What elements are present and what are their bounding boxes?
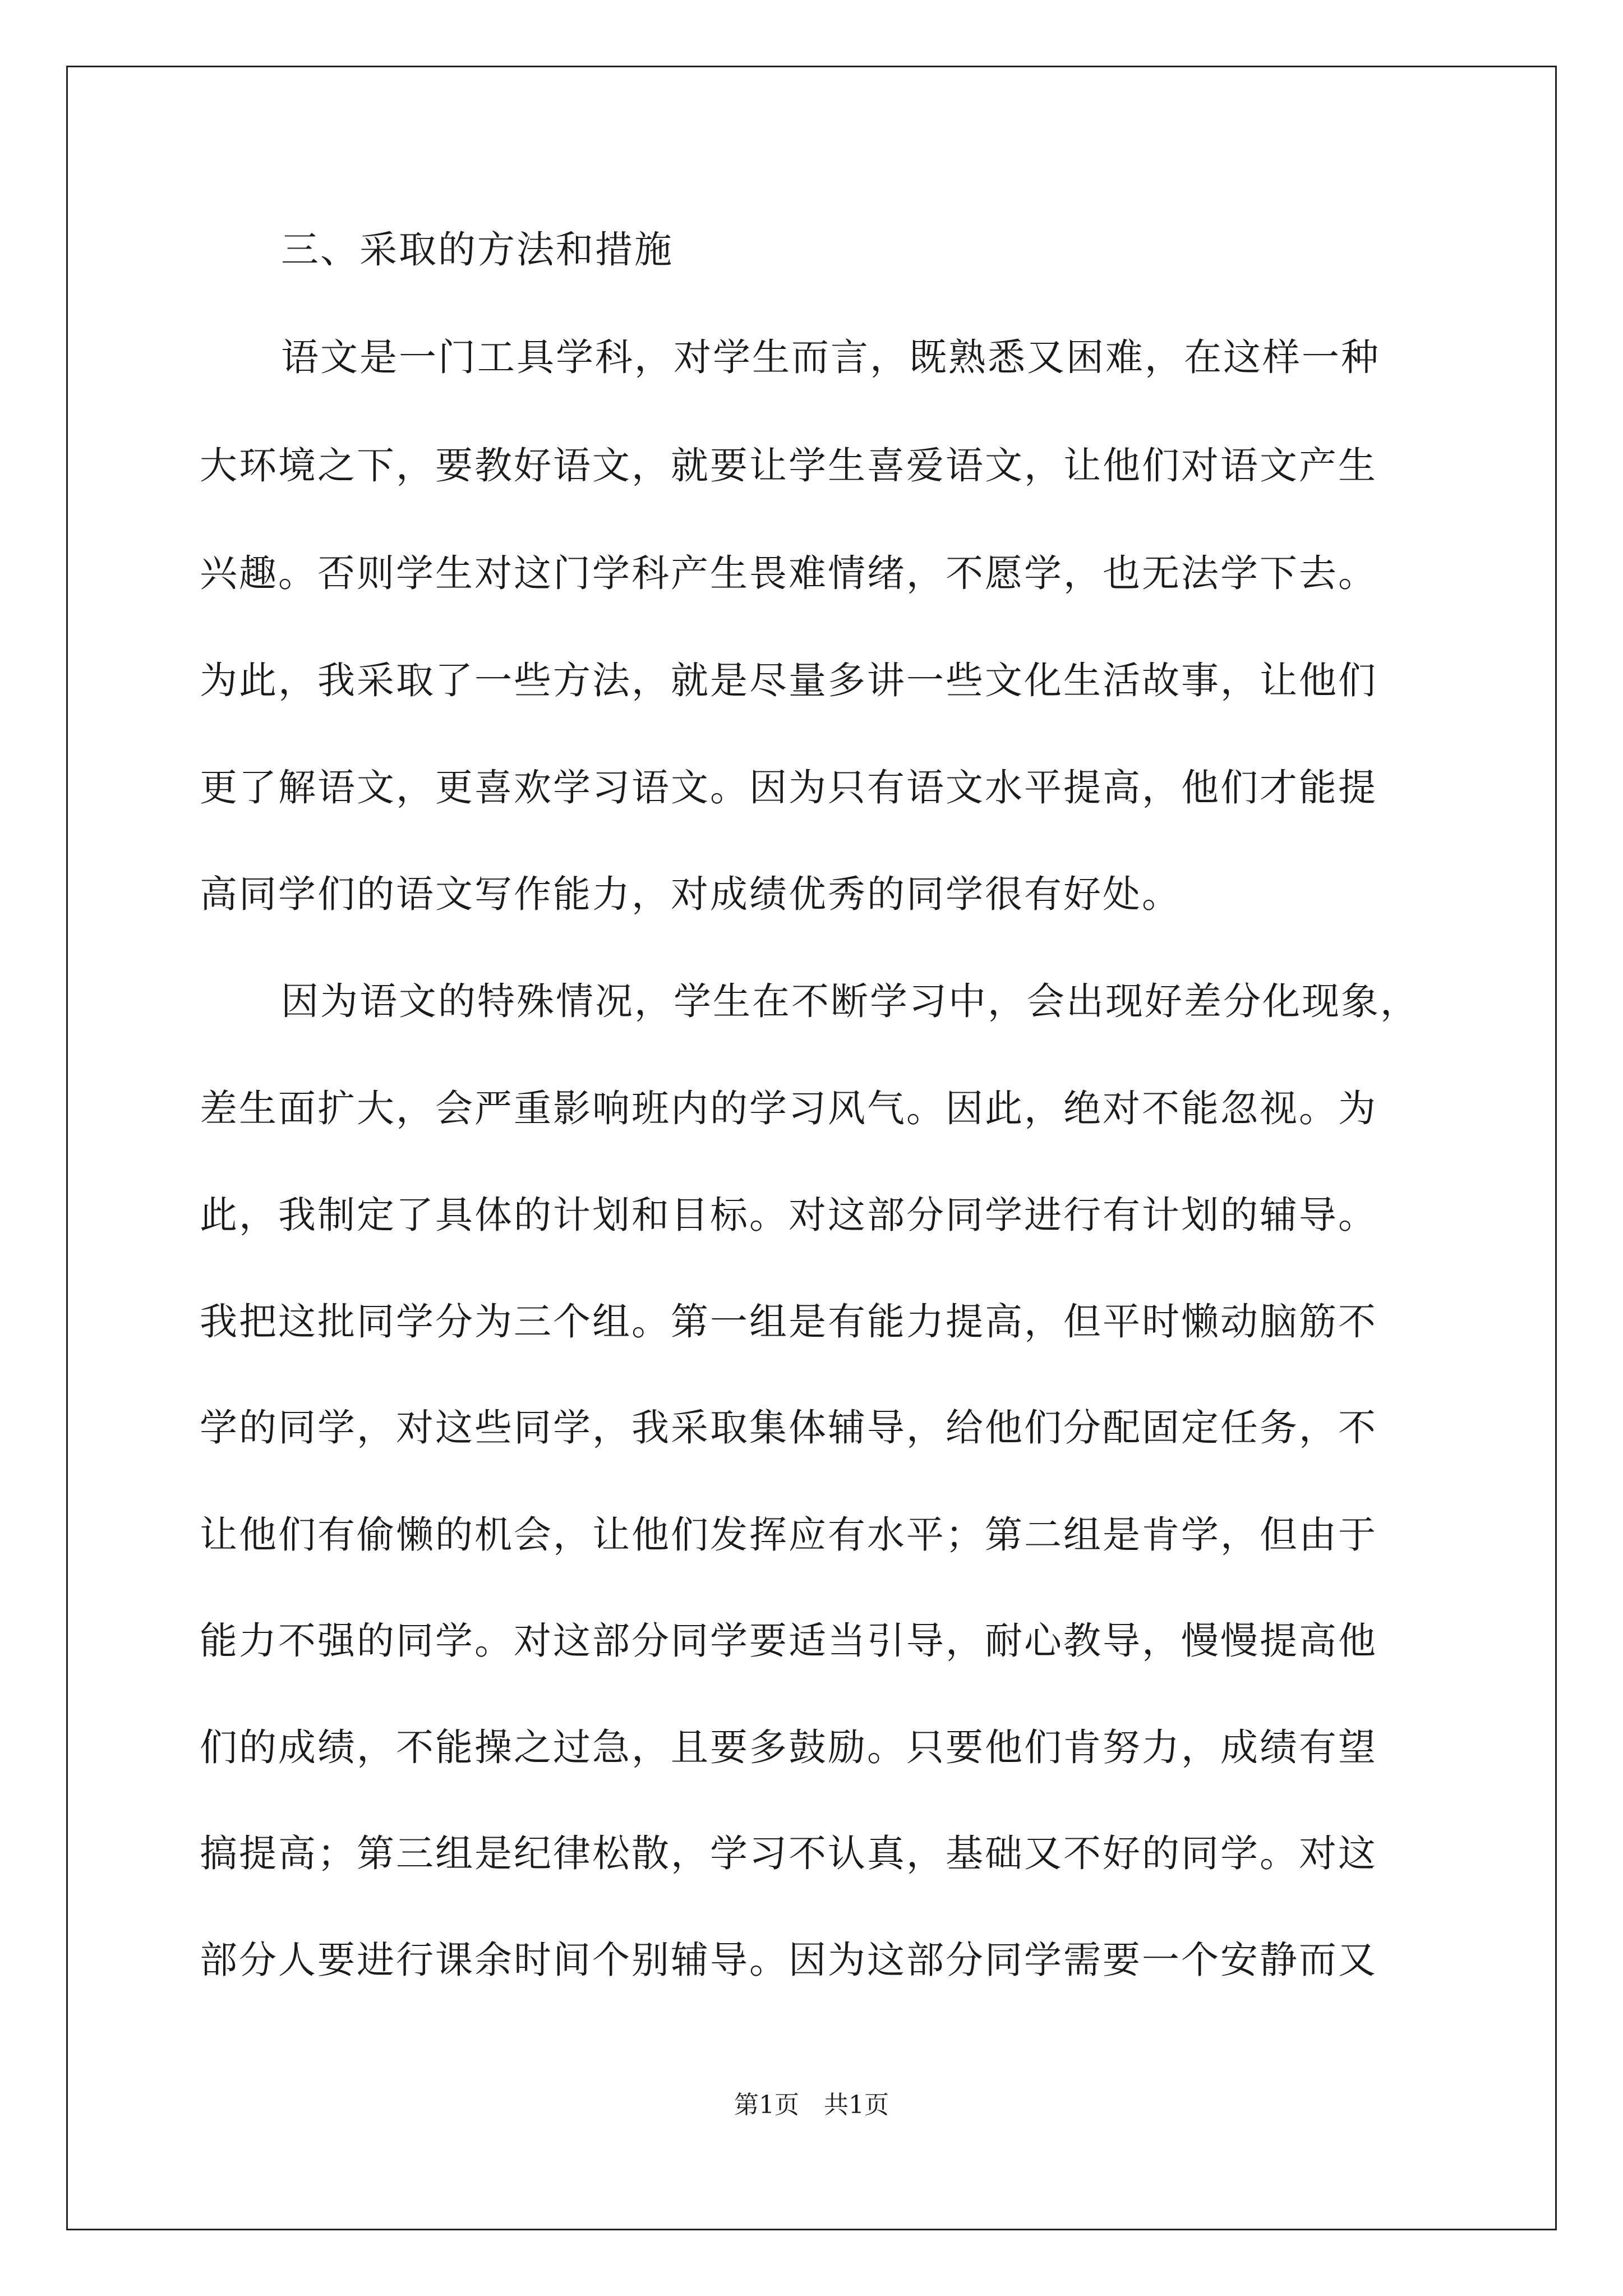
paragraph-line: 更了解语文，更喜欢学习语文。因为只有语文水平提高，他们才能提 xyxy=(200,766,1377,809)
paragraph-line: 差生面扩大，会严重影响班内的学习风气。因此，绝对不能忽视。为 xyxy=(200,1087,1377,1130)
page-number-footer: 第1页 共1页 xyxy=(734,2091,889,2119)
section-heading: 三、采取的方法和措施 xyxy=(281,228,674,272)
paragraph-line: 此，我制定了具体的计划和目标。对这部分同学进行有计划的辅导。 xyxy=(200,1193,1377,1237)
paragraph-line: 我把这批同学分为三个组。第一组是有能力提高，但平时懒动脑筋不 xyxy=(200,1300,1377,1343)
page-border xyxy=(66,66,1557,2230)
paragraph-line: 让他们有偷懒的机会，让他们发挥应有水平；第二组是肯学，但由于 xyxy=(200,1513,1377,1557)
paragraph-line: 们的成绩，不能操之过急，且要多鼓励。只要他们肯努力，成绩有望 xyxy=(200,1726,1377,1769)
paragraph-line: 学的同学，对这些同学，我采取集体辅导，给他们分配固定任务，不 xyxy=(200,1406,1377,1450)
paragraph-line: 因为语文的特殊情况，学生在不断学习中，会出现好差分化现象， xyxy=(281,979,1419,1023)
paragraph-line: 部分人要进行课余时间个别辅导。因为这部分同学需要一个安静而又 xyxy=(200,1938,1377,1982)
paragraph-line: 大环境之下，要教好语文，就要让学生喜爱语文，让他们对语文产生 xyxy=(200,444,1377,487)
paragraph-line: 搞提高；第三组是纪律松散，学习不认真，基础又不好的同学。对这 xyxy=(200,1832,1377,1875)
paragraph-line: 为此，我采取了一些方法，就是尽量多讲一些文化生活故事，让他们 xyxy=(200,659,1377,702)
paragraph-line: 能力不强的同学。对这部分同学要适当引导，耐心教导，慢慢提高他 xyxy=(200,1619,1377,1663)
paragraph-line: 语文是一门工具学科，对学生而言，既熟悉又困难，在这样一种 xyxy=(281,335,1380,379)
paragraph-line: 兴趣。否则学生对这门学科产生畏难情绪，不愿学，也无法学下去。 xyxy=(200,551,1377,595)
paragraph-line: 高同学们的语文写作能力，对成绩优秀的同学很有好处。 xyxy=(200,872,1181,916)
